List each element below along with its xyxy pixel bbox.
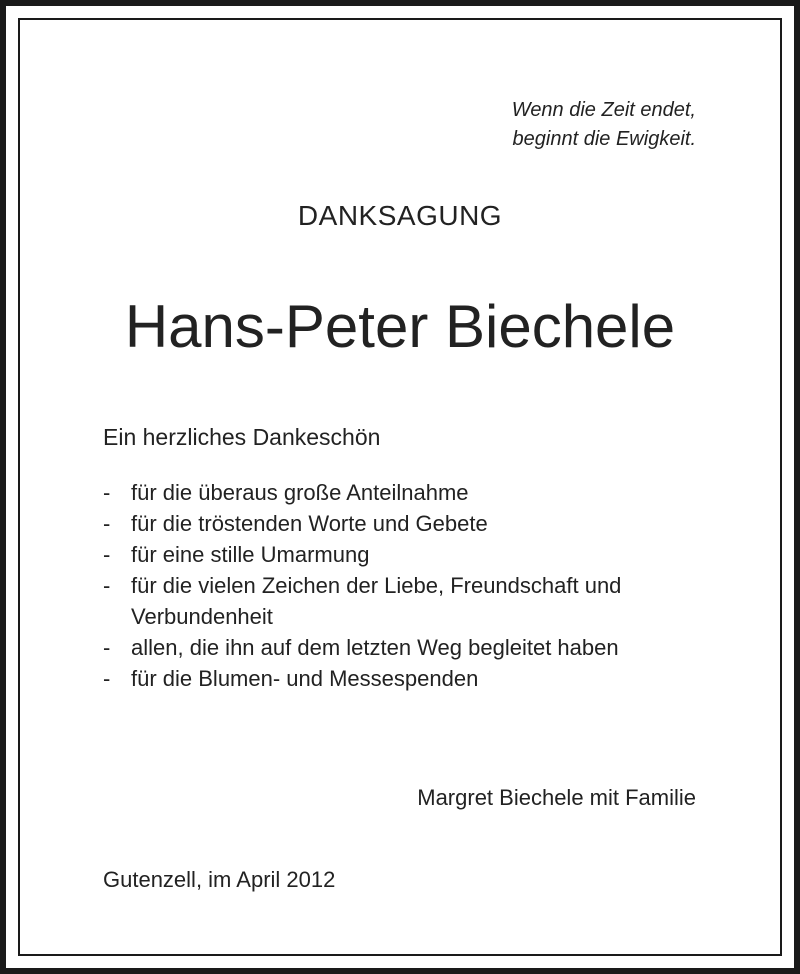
bullet-dash: - xyxy=(103,480,111,505)
bullet-dash: - xyxy=(103,511,111,536)
list-item-text: für eine stille Umarmung xyxy=(131,542,370,567)
list-item xyxy=(103,663,691,694)
list-item-text: für die überaus große Anteilnahme xyxy=(131,480,469,505)
list-item xyxy=(103,508,691,539)
thanks-intro: Ein herzliches Dankeschön xyxy=(103,424,381,450)
bullet-dash: - xyxy=(103,573,111,598)
signature: Margret Biechele mit Familie xyxy=(417,785,696,810)
list-item xyxy=(103,477,691,508)
list-item xyxy=(103,570,691,632)
list-item-text: allen, die ihn auf dem letzten Weg begleitet haben xyxy=(131,635,619,660)
bullet-dash: - xyxy=(103,666,111,691)
bullet-dash: - xyxy=(103,542,111,567)
list-item-text: für die vielen Zeichen der Liebe, Freundschaft und Verbundenheit xyxy=(131,573,622,629)
list-item xyxy=(103,632,691,663)
list-item-text: für die tröstenden Worte und Gebete xyxy=(131,511,488,536)
motto-line-2: beginnt die Ewigkeit. xyxy=(512,128,696,150)
thanks-list xyxy=(103,477,691,694)
heading: DANKSAGUNG xyxy=(297,200,503,231)
motto-line-1: Wenn die Zeit endet, xyxy=(511,99,696,121)
bullet-dash: - xyxy=(103,635,111,660)
place-date: Gutenzell, im April 2012 xyxy=(103,867,336,892)
deceased-name: Hans-Peter Biechele xyxy=(124,293,676,360)
list-item xyxy=(103,539,691,570)
list-item-text: für die Blumen- und Messespenden xyxy=(131,666,479,691)
motto xyxy=(512,96,696,154)
